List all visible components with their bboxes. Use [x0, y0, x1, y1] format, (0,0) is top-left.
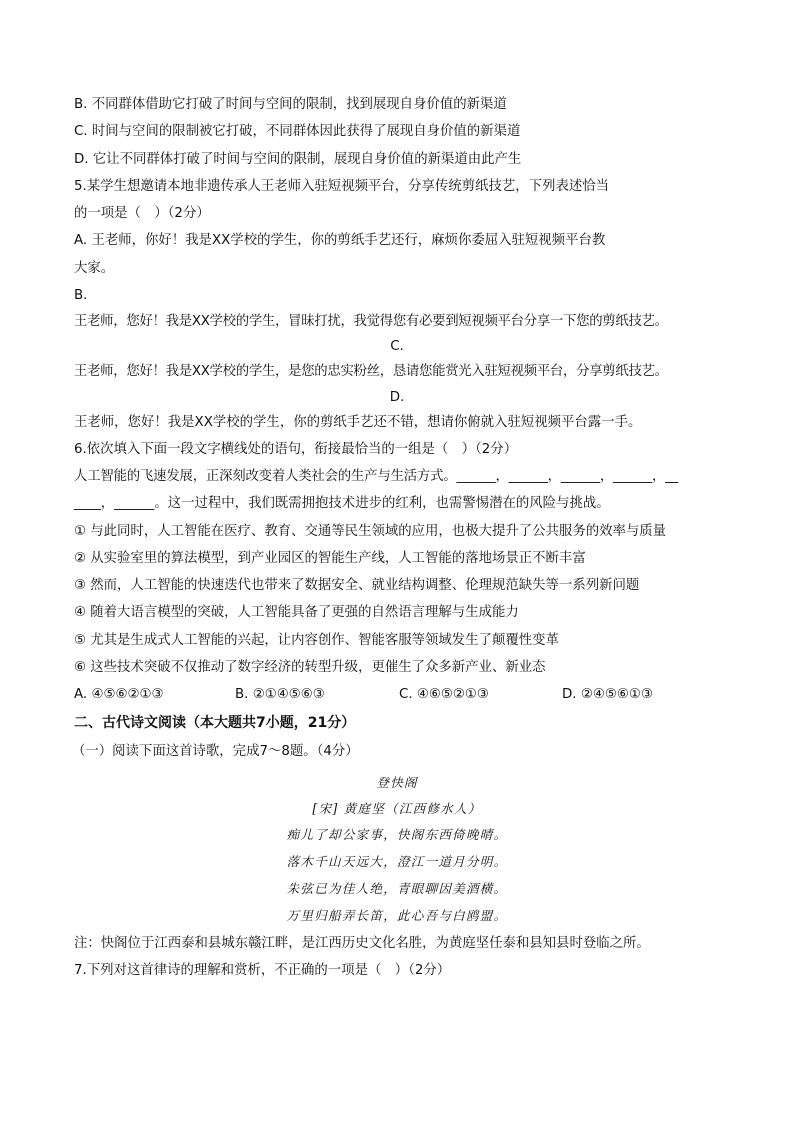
q5-option-b: 王老师，您好！我是XX学校的学生，冒昧打扰，我觉得您有必要到短视频平台分享一下您的剪纸技艺。 — [74, 314, 668, 329]
poem-line-1: 痴儿了却公家事，快阁东西倚晚晴。 — [286, 827, 508, 842]
q5-option-d: 王老师，您好！我是XX学校的学生，你的剪纸手艺还不错，想请你俯就入驻短视频平台露一手。 — [74, 415, 642, 430]
q6-paragraph-line-1: 人工智能的飞速发展，正深刻改变着人类社会的生产与生活方式。______，______，______，______，__ — [74, 469, 679, 484]
q6-option-b: B. ②①④⑤⑥③ — [235, 687, 325, 702]
poem-note: 注：快阁位于江西泰和县城东赣江畔，是江西历史文化名胜，为黄庭坚任泰和县知县时登临之所。 — [74, 936, 650, 951]
poem-title: 登快阁 — [376, 775, 418, 790]
q6-stem: 6.依次填入下面一段文字横线处的语句，衔接最恰当的一组是（ ）（2分） — [74, 442, 518, 457]
q6-item-1: ① 与此同时，人工智能在医疗、教育、交通等民生领域的应用，也极大提升了公共服务的效率与质量 — [74, 524, 667, 539]
q5-stem-line-1: 5.某学生想邀请本地非遗传承人王老师入驻短视频平台，分享传统剪纸技艺，下列表述恰当 — [74, 179, 610, 194]
poem-line-3: 朱弦已为佳人绝，青眼聊因美酒横。 — [286, 881, 508, 896]
section-heading: 二、古代诗文阅读（本大题共7小题，21分） — [74, 715, 356, 731]
q6-item-2: ② 从实验室里的算法模型，到产业园区的智能生产线，人工智能的落地场景正不断丰富 — [74, 551, 586, 566]
q5-option-c-label: C. — [390, 339, 404, 354]
q4-option-c: C. 时间与空间的限制被它打破，不同群体因此获得了展现自身价值的新渠道 — [74, 124, 521, 139]
q6-option-d: D. ②④⑤⑥①③ — [562, 687, 653, 702]
q6-option-a: A. ④⑤⑥②①③ — [74, 687, 164, 702]
poem-line-4: 万里归船弄长笛，此心吾与白鸥盟。 — [286, 908, 508, 923]
q6-item-5: ⑤ 尤其是生成式人工智能的兴起，让内容创作、智能客服等领域发生了颠覆性变革 — [74, 633, 559, 648]
q5-option-b-label: B. — [74, 288, 88, 303]
q6-item-4: ④ 随着大语言模型的突破，人工智能具备了更强的自然语言理解与生成能力 — [74, 605, 519, 620]
q5-option-c: 王老师，您好！我是XX学校的学生，是您的忠实粉丝，恳请您能赏光入驻短视频平台，分享剪纸技艺。 — [74, 364, 668, 379]
q6-options — [74, 685, 722, 705]
q6-item-3: ③ 然而，人工智能的快速迭代也带来了数据安全、就业结构调整、伦理规范缺失等一系列新问题 — [74, 578, 640, 593]
section-subheading: （一）阅读下面这首诗歌，完成7～8题。（4分） — [72, 744, 359, 759]
q4-option-d: D. 它让不同群体打破了时间与空间的限制，展现自身价值的新渠道由此产生 — [74, 152, 522, 167]
q5-option-d-label: D. — [389, 390, 405, 405]
q5-stem-line-2: 的一项是（ ）（2分） — [74, 206, 210, 221]
poem-author: [宋] 黄庭坚（江西修水人） — [312, 801, 482, 816]
q7-stem: 7.下列对这首律诗的理解和赏析，不正确的一项是（ ）（2分） — [74, 963, 451, 978]
q6-paragraph-line-2: ____，______。这一过程中，我们既需拥抱技术进步的红利，也需警惕潜在的风险与挑战。 — [74, 496, 610, 511]
poem-line-2: 落木千山天远大，澄江一道月分明。 — [286, 854, 508, 869]
q5-option-a: A. 王老师，你好！我是XX学校的学生，你的剪纸手艺还行，麻烦你委屈入驻短视频平台教 — [74, 233, 606, 248]
q6-option-c: C. ④⑥⑤②①③ — [399, 687, 489, 702]
q5-option-a-cont: 大家。 — [74, 261, 115, 276]
q6-item-6: ⑥ 这些技术突破不仅推动了数字经济的转型升级，更催生了众多新产业、新业态 — [74, 660, 546, 675]
q4-option-b: B. 不同群体借助它打破了时间与空间的限制，找到展现自身价值的新渠道 — [74, 97, 507, 112]
